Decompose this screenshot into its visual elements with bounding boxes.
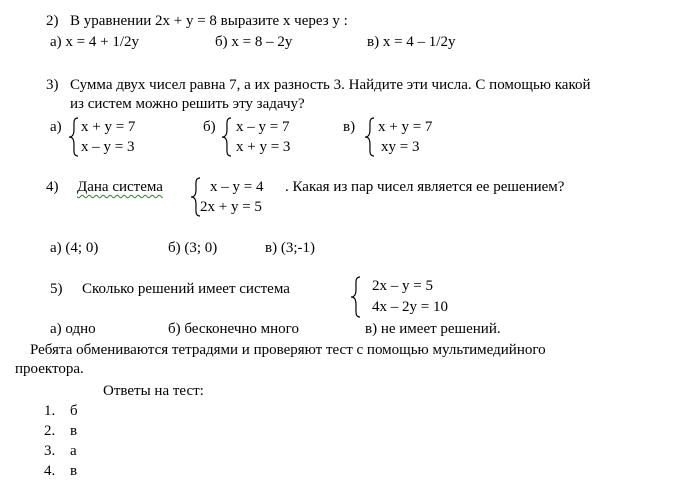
q5-option-a: а) одно	[50, 321, 96, 337]
q3-line1: Сумма двух чисел равна 7, а их разность 3. Найдите эти числа. С помощью какой	[70, 77, 591, 93]
q4-question: . Какая из пар чисел является ее решением?	[285, 179, 565, 195]
answer-1-number: 1.	[44, 403, 56, 419]
q3-option-a-label: а)	[50, 119, 62, 135]
q3-b-brace-icon	[221, 117, 233, 157]
q3-option-c-label: в)	[343, 119, 356, 135]
q4-option-b: б) (3; 0)	[168, 240, 218, 256]
q4-number: 4)	[46, 179, 59, 195]
q2-option-a: а) x = 4 + 1/2y	[50, 34, 139, 50]
q4-eq1: x – y = 4	[210, 179, 264, 195]
q3-b-eq2: x + y = 3	[236, 139, 291, 155]
q5-number: 5)	[50, 281, 63, 297]
answer-2-value: в	[70, 423, 78, 439]
q3-line2: из систем можно решить эту задачу?	[70, 96, 305, 112]
answer-2-number: 2.	[44, 423, 56, 439]
q2-option-c: в) x = 4 – 1/2y	[367, 34, 456, 50]
q3-c-eq2: xy = 3	[381, 139, 420, 155]
q3-a-eq2: x – y = 3	[81, 139, 135, 155]
answer-3-value: а	[70, 443, 77, 459]
q2-number: 2)	[46, 13, 59, 29]
q4-text: Дана система	[77, 179, 163, 195]
q3-number: 3)	[46, 77, 59, 93]
q3-a-brace-icon	[68, 117, 80, 157]
q4-option-a: а) (4; 0)	[50, 240, 99, 256]
q3-b-eq1: x – y = 7	[236, 119, 290, 135]
q5-option-c: в) не имеет решений.	[365, 321, 501, 337]
q5-eq1: 2x – y = 5	[372, 278, 433, 294]
q5-brace-icon	[350, 276, 362, 318]
answer-3-number: 3.	[44, 443, 56, 459]
q5-option-b: б) бесконечно много	[168, 321, 299, 337]
q3-option-b-label: б)	[203, 119, 216, 135]
answer-4-value: в	[70, 463, 78, 479]
q3-a-eq1: x + y = 7	[81, 119, 136, 135]
q2-text: В уравнении 2x + y = 8 выразите x через y :	[70, 13, 348, 29]
paragraph-line1: Ребята обмениваются тетрадями и проверяют тест с помощью мультимедийного	[30, 342, 546, 358]
answer-1-value: б	[70, 403, 78, 419]
q3-c-brace-icon	[364, 117, 376, 157]
paragraph-line2: проектора.	[15, 361, 84, 377]
answer-4-number: 4.	[44, 463, 56, 479]
answers-title: Ответы на тест:	[103, 383, 204, 399]
q2-option-b: б) x = 8 – 2y	[215, 34, 293, 50]
q5-text: Сколько решений имеет система	[82, 281, 290, 297]
q4-eq2: 2x + y = 5	[200, 199, 262, 215]
q4-option-c: в) (3;-1)	[265, 240, 315, 256]
q3-c-eq1: x + y = 7	[378, 119, 433, 135]
q5-eq2: 4x – 2y = 10	[372, 299, 448, 315]
